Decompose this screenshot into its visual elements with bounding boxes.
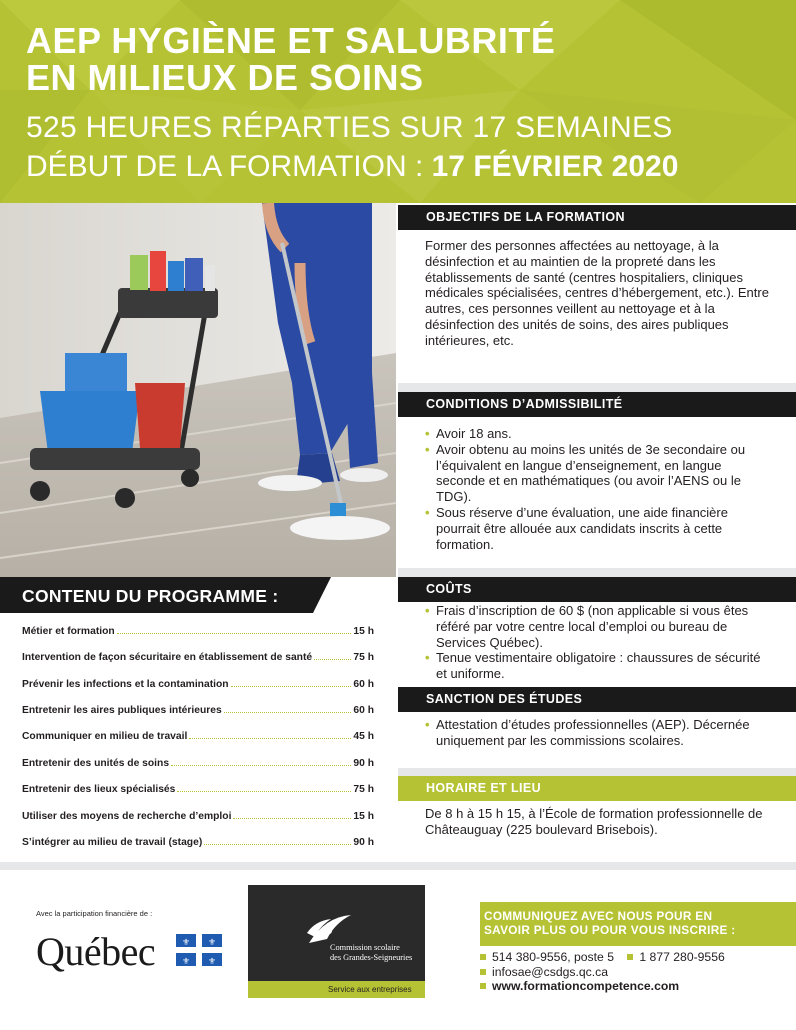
module-hours: 15 h <box>353 626 374 637</box>
module-row <box>22 753 374 769</box>
svg-text:⚜: ⚜ <box>207 938 217 948</box>
module-name: Métier et formation <box>22 626 115 637</box>
module-hours: 90 h <box>353 837 374 848</box>
svg-text:⚜: ⚜ <box>181 957 191 966</box>
list-item: • Sous réserve d’une évaluation, une aide financière pourrait être allouée aux candidats inscrits à cette formation. <box>425 505 770 552</box>
horaire-text: De 8 h à 15 h 15, à l’École de formation professionnelle de Châteauguay (225 boulevard Brisebois). <box>425 806 763 837</box>
csdgs-name <box>330 943 412 963</box>
module-hours: 60 h <box>353 705 374 716</box>
contact-heading-line-1: COMMUNIQUEZ AVEC NOUS POUR EN <box>484 909 713 923</box>
module-row <box>22 779 374 795</box>
program-content <box>0 577 396 862</box>
start-date: 17 FÉVRIER 2020 <box>431 150 679 183</box>
module-hours: 75 h <box>353 784 374 795</box>
module-row <box>22 832 374 848</box>
hours-line: 525 HEURES RÉPARTIES SUR 17 SEMAINES <box>26 111 673 144</box>
module-name: Communiquer en milieu de travail <box>22 731 188 742</box>
sanction-heading: SANCTION DES ÉTUDES <box>398 687 796 712</box>
module-row <box>22 674 374 690</box>
module-row <box>22 647 374 663</box>
page-title <box>26 22 786 96</box>
module-name: Entretenir des unités de soins <box>22 758 170 769</box>
csdgs-line-1: Commission scolaire <box>330 943 400 952</box>
bullet-square-icon <box>480 969 486 975</box>
module-name: Entretenir des lieux spécialisés <box>22 784 176 795</box>
email-link[interactable]: infosae@csdgs.qc.ca <box>492 965 609 979</box>
bullet-square-icon <box>480 954 486 960</box>
cleaning-photo <box>0 203 396 577</box>
module-hours: 90 h <box>353 758 374 769</box>
module-name: Intervention de façon sécuritaire en établissement de santé <box>22 652 313 663</box>
list-item: • Tenue vestimentaire obligatoire : chaussures de sécurité et uniforme. <box>425 650 770 682</box>
phone-tollfree[interactable]: 1 877 280-9556 <box>639 950 725 964</box>
title-line-1: AEP HYGIÈNE ET SALUBRITÉ <box>26 20 556 61</box>
module-hours: 15 h <box>353 811 374 822</box>
footer-divider <box>0 862 796 870</box>
list-item: • Attestation d’études professionnelles (AEP). Décernée uniquement par les commissions scolaires. <box>425 717 770 749</box>
contact-heading <box>480 902 796 946</box>
sanction-list <box>425 717 770 749</box>
support-text: Avec la participation financière de : <box>36 909 153 918</box>
contact-heading-line-2: SAVOIR PLUS OU POUR VOUS INSCRIRE : <box>484 923 736 937</box>
start-label: DÉBUT DE LA FORMATION : <box>26 150 432 183</box>
contact-email <box>480 965 608 979</box>
module-hours: 60 h <box>353 679 374 690</box>
module-row <box>22 700 374 716</box>
conditions-heading: CONDITIONS D’ADMISSIBILITÉ <box>398 392 796 417</box>
program-heading: CONTENU DU PROGRAMME : <box>0 577 313 613</box>
module-name: Prévenir les infections et la contamination <box>22 679 229 690</box>
start-line <box>26 148 786 186</box>
module-row <box>22 621 374 637</box>
module-row <box>22 726 374 742</box>
horaire-heading: HORAIRE ET LIEU <box>398 776 796 801</box>
objectifs-text: Former des personnes affectées au nettoyage, à la désinfection et au maintien de la propreté dans les établissements de santé (centres hospitaliers, cliniques médicales spécialisées, centres d’hébergement, etc.). Entre autres, ces personnes veillent au nettoyage et à la désinfection des unités de soins, des aires publiques intérieures, etc. <box>425 238 769 348</box>
website-link[interactable]: www.formationcompetence.com <box>492 979 680 993</box>
module-name: S’intégrer au milieu de travail (stage) <box>22 837 203 848</box>
svg-text:⚜: ⚜ <box>181 938 191 948</box>
objectifs-heading: OBJECTIFS DE LA FORMATION <box>398 205 796 230</box>
csdgs-logo-icon <box>305 913 355 947</box>
csdgs-line-2: des Grandes-Seigneuries <box>330 953 413 962</box>
bullet-square-icon <box>627 954 633 960</box>
header-banner <box>0 0 796 203</box>
quebec-logo-text: Québec <box>36 929 156 974</box>
conditions-list <box>425 426 770 552</box>
list-item: • Frais d’inscription de 60 $ (non applicable si vous êtes référé par votre centre local d’emploi ou bureau de Services Québec). <box>425 603 770 650</box>
couts-heading: COÛTS <box>398 577 796 602</box>
info-column <box>398 203 796 862</box>
csdgs-service-label: Service aux entreprises <box>248 981 425 998</box>
title-line-2: EN MILIEUX DE SOINS <box>26 57 424 98</box>
bullet-square-icon <box>480 983 486 989</box>
contact-website <box>480 979 679 993</box>
footer <box>0 870 796 1030</box>
module-name: Utiliser des moyens de recherche d’emploi <box>22 811 232 822</box>
couts-list <box>425 603 770 682</box>
phone-local[interactable]: 514 380-9556, poste 5 <box>492 950 614 964</box>
svg-text:⚜: ⚜ <box>207 957 217 966</box>
module-name: Entretenir les aires publiques intérieures <box>22 705 222 716</box>
module-row <box>22 806 374 822</box>
module-hours: 75 h <box>353 652 374 663</box>
quebec-flag-icon <box>176 934 222 966</box>
list-item: • Avoir 18 ans. <box>425 426 770 442</box>
list-item: • Avoir obtenu au moins les unités de 3e secondaire ou l’équivalent en langue d’enseignement, en langue seconde et en mathématiques (ou avoir l’AENS ou le TDG). <box>425 442 770 505</box>
module-hours: 45 h <box>353 731 374 742</box>
contact-phones <box>480 950 725 964</box>
